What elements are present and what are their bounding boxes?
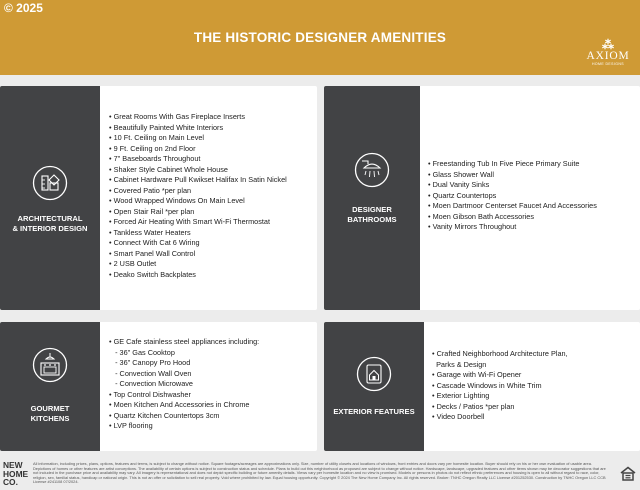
list-item: • Great Rooms With Gas Fireplace Inserts [109,112,245,121]
list-item: • LVP flooring [109,421,153,430]
card-kitchens-list [109,337,259,432]
card-kitchens [0,322,317,451]
header-banner [0,0,640,75]
list-item: • Covered Patio *per plan [109,185,192,195]
list-item: • Exterior Lighting [432,391,490,400]
list-item: • 2 USB Outlet [109,259,157,268]
list-item: • Open Stair Rail *per plan [109,206,195,216]
list-item: • Video Doorbell [432,412,485,421]
card-exterior-sidebar [324,322,424,451]
new-home-co-logo-line1: NEW [3,460,23,470]
smart-home-icon [356,356,392,392]
list-item: • Glass Shower Wall [428,169,494,179]
list-item: • Tankless Water Heaters [109,227,191,237]
list-item: • Moen Kitchen And Accessories in Chrome [109,400,250,409]
list-item: • Connect With Cat 6 Wiring [109,238,200,247]
list-item: • 10 Ft. Ceiling on Main Level [109,133,205,142]
card-kitchens-sidebar [0,322,100,451]
card-architectural-label-line2: & INTERIOR DESIGN [12,224,88,233]
card-exterior-label-line1: EXTERIOR FEATURES [333,407,415,416]
card-architectural-label-line1: ARCHITECTURAL [17,214,83,223]
list-item: • Cascade Windows in White Trim [432,380,542,390]
new-home-co-logo-line2: HOME [3,468,29,479]
page-title: THE HISTORIC DESIGNER AMENITIES [193,30,447,45]
axiom-logo-mark-icon: ⁂ [602,38,614,52]
list-item: - 36" Gas Cooktop [115,347,175,357]
list-item: - Convection Microwave [115,379,193,388]
card-exterior-label [324,407,424,417]
card-kitchens-label-line1: GOURMET [30,404,70,413]
list-item: • Crafted Neighborhood Architecture Plan, [432,349,568,358]
list-item: • Quartz Countertops [428,190,497,200]
card-bathrooms [324,86,640,310]
new-home-co-logo-line3: CO. [3,477,18,488]
kitchen-range-icon [32,347,68,383]
list-item: • 9 Ft. Ceiling on 2nd Floor [109,143,196,153]
axiom-logo-subtitle: HOME DESIGNS [591,62,625,66]
list-item: • Shaker Style Cabinet Whole House [109,164,228,174]
card-bathrooms-label-line2: BATHROOMS [347,215,397,224]
list-item: • Wood Wrapped Windows On Main Level [109,196,245,205]
list-item: • GE Cafe stainless steel appliances including: [109,337,260,346]
list-item: • Decks / Patios *per plan [432,401,515,411]
list-item: • Vanity Mirrors Throughout [428,222,517,231]
equal-housing-icon [620,466,636,482]
list-item: • Garage with Wi-Fi Opener [432,370,522,379]
card-architectural-label [0,214,100,234]
list-item: Parks & Design [436,359,487,369]
axiom-logo-name: AXIOM [586,50,630,62]
list-item: • Moen Dartmoor Centerset Faucet And Accessories [428,201,597,210]
legal-disclaimer: All information, including prices, plans, options, features and terms, is subject to change without notice. Square footages/acreages are approximations only. Size, number of utility closets and locations of windows, front entries and doors vary per homesite location. Buyer should rely on his or her own evaluation of usable area. Depictions of homes or other features are artist conceptions. The availability of certain options is subject to construction status and schedule. Plans to build out this neighborhood as proposed are subject to change without notice. Hardscape, landscape, upgraded features and other items shown may be decorator suggestions that are not included in the purchase price and availability may vary. All imagery is representational and does not depict specific building or future amenity details. Views vary per homesite location and no view is promised. Models or persons in photos do not reflect ethnic preferences and housing is open to all without regard to race, color, religion, sex, familial status, handicap or national origin. This is not an offer or solicitation to sell real property. Void where prohibited by law. Equal housing opportunity. Copyright © 2024 The New Home Company Inc. All rights reserved. Broker: TNHC Oregon Realty LLC License #201252530. Construction by TNHC Oregon LLC CCB License #241108 07/2024. [33,461,606,485]
shower-icon [354,152,390,188]
list-item: • Top Control Dishwasher [109,389,191,399]
card-architectural [0,86,317,310]
list-item: • Forced Air Heating With Smart Wi-Fi Thermostat [109,217,270,226]
card-architectural-sidebar [0,86,100,310]
card-bathrooms-sidebar [324,86,420,310]
card-exterior-list [432,349,568,423]
list-item: • Deako Switch Backplates [109,269,196,279]
axiom-logo [582,40,634,66]
card-exterior [324,322,640,451]
list-item: • Moen Gibson Bath Accessories [428,211,534,221]
list-item: - 36" Canopy Pro Hood [115,358,191,367]
list-item: • Freestanding Tub In Five Piece Primary Suite [428,159,580,168]
card-architectural-list [109,112,287,280]
card-kitchens-label [0,404,100,424]
design-tools-icon [32,165,68,201]
card-kitchens-label-line2: KITCHENS [30,414,70,423]
list-item: • Quartz Kitchen Countertops 3cm [109,410,220,420]
list-item: - Convection Wall Oven [115,368,192,378]
list-item: • Smart Panel Wall Control [109,248,196,258]
list-item: • Dual Vanity Sinks [428,180,490,189]
new-home-co-logo [3,461,29,487]
list-item: • Cabinet Hardware Pull Kwikset Halifax In Satin Nickel [109,175,287,184]
card-bathrooms-label [324,205,420,225]
list-item: • 7" Baseboards Throughout [109,154,201,163]
copyright-text: © 2025 [4,1,43,15]
card-bathrooms-list [428,159,597,233]
card-bathrooms-label-line1: DESIGNER [352,205,392,214]
list-item: • Beautifully Painted White Interiors [109,122,224,132]
